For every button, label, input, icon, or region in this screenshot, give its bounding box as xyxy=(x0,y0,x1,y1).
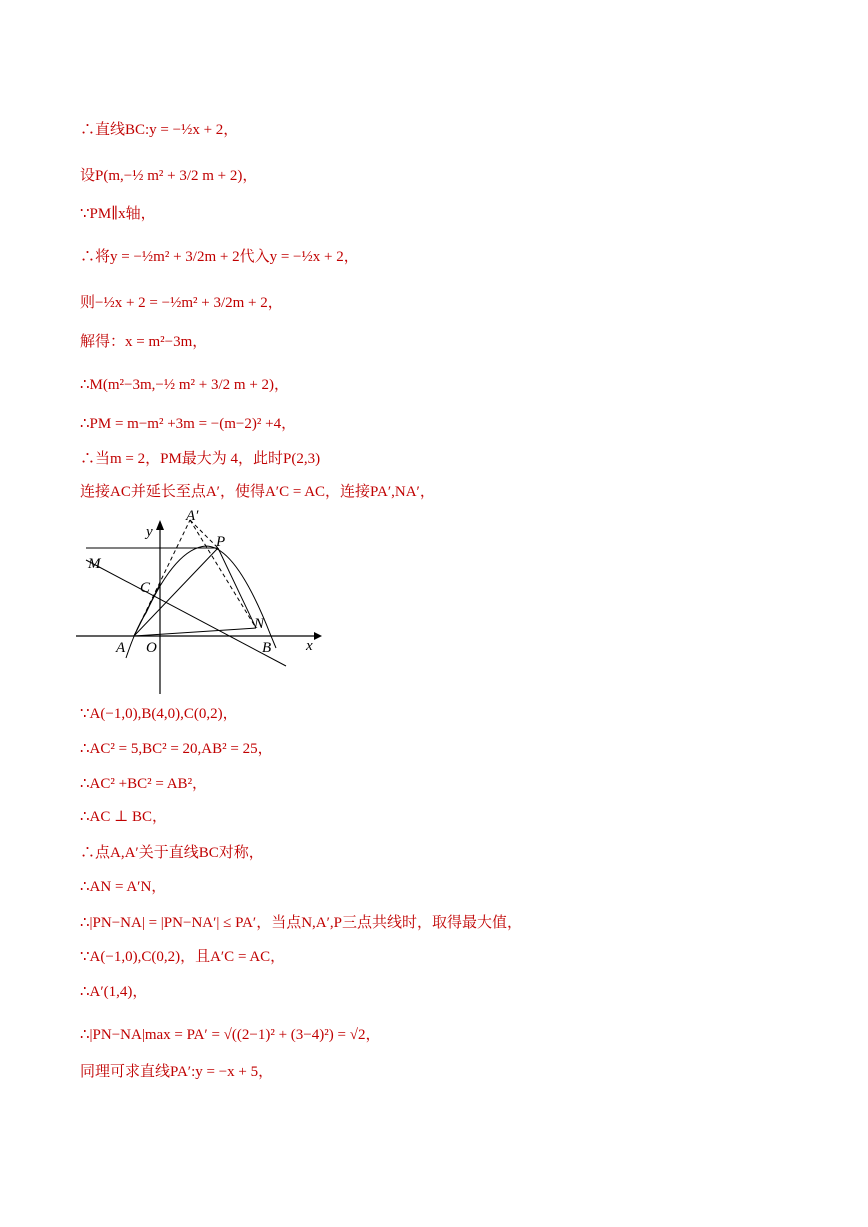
text-line: ∵A(−1,0),B(4,0),C(0,2)， xyxy=(80,706,238,722)
y-axis-arrow-icon xyxy=(156,520,164,530)
text-line: ∴AC² = 5,BC² = 20,AB² = 25， xyxy=(80,741,273,757)
line-AN xyxy=(134,628,256,636)
text-line: 设P(m,−½ m² + 3/2 m + 2)， xyxy=(80,168,258,184)
label-O: O xyxy=(146,640,157,656)
text-line: ∴当m = 2，PM最大为 4，此时P(2,3) xyxy=(80,451,321,467)
line-PN xyxy=(218,548,256,628)
text-line: ∴点A,A′关于直线BC对称， xyxy=(80,845,264,861)
text-line: ∵PM∥x轴， xyxy=(80,206,156,222)
text-line: ∴|PN−NA| = |PN−NA′| ≤ PA′，当点N,A′,P三点共线时，取得最大值， xyxy=(80,915,522,931)
text-line: ∴|PN−NA|max = PA′ = √((2−1)² + (3−4)²) = √2， xyxy=(80,1027,381,1043)
label-y: y xyxy=(146,524,153,540)
label-N: N xyxy=(254,616,265,632)
label-C: C xyxy=(140,580,151,596)
text-line: ∴M(m²−3m,−½ m² + 3/2 m + 2)， xyxy=(80,377,290,393)
text-line: 则−½x + 2 = −½m² + 3/2m + 2， xyxy=(80,295,283,311)
text-line: ∴AC² +BC² = AB²， xyxy=(80,776,208,792)
label-A: A xyxy=(116,640,126,656)
text-line: 同理可求直线PA′:y = −x + 5， xyxy=(80,1064,274,1080)
text-line: ∴直线BC:y = −½x + 2， xyxy=(80,122,239,138)
label-x: x xyxy=(306,638,313,654)
label-B: B xyxy=(262,640,272,656)
text-line: ∴A′(1,4)， xyxy=(80,984,148,1000)
text-line: ∴AC ⊥ BC， xyxy=(80,809,167,825)
label-P: P xyxy=(216,534,226,550)
geometry-figure xyxy=(76,508,326,698)
text-line: ∵A(−1,0),C(0,2)，且A′C = AC， xyxy=(80,949,286,965)
text-line: ∴将y = −½m² + 3/2m + 2代入y = −½x + 2， xyxy=(80,249,359,265)
dashed-A-prime-P xyxy=(190,520,218,548)
text-line: 解得：x = m²−3m， xyxy=(80,334,208,350)
label-M: M xyxy=(88,556,101,572)
x-axis-arrow-icon xyxy=(314,632,322,640)
text-line: ∴AN = A′N， xyxy=(80,879,167,895)
label-A-prime: A′ xyxy=(186,508,199,524)
text-line: 连接AC并延长至点A′，使得A′C = AC，连接PA′,NA′， xyxy=(80,484,435,500)
text-line: ∴PM = m−m² +3m = −(m−2)² +4， xyxy=(80,416,297,432)
